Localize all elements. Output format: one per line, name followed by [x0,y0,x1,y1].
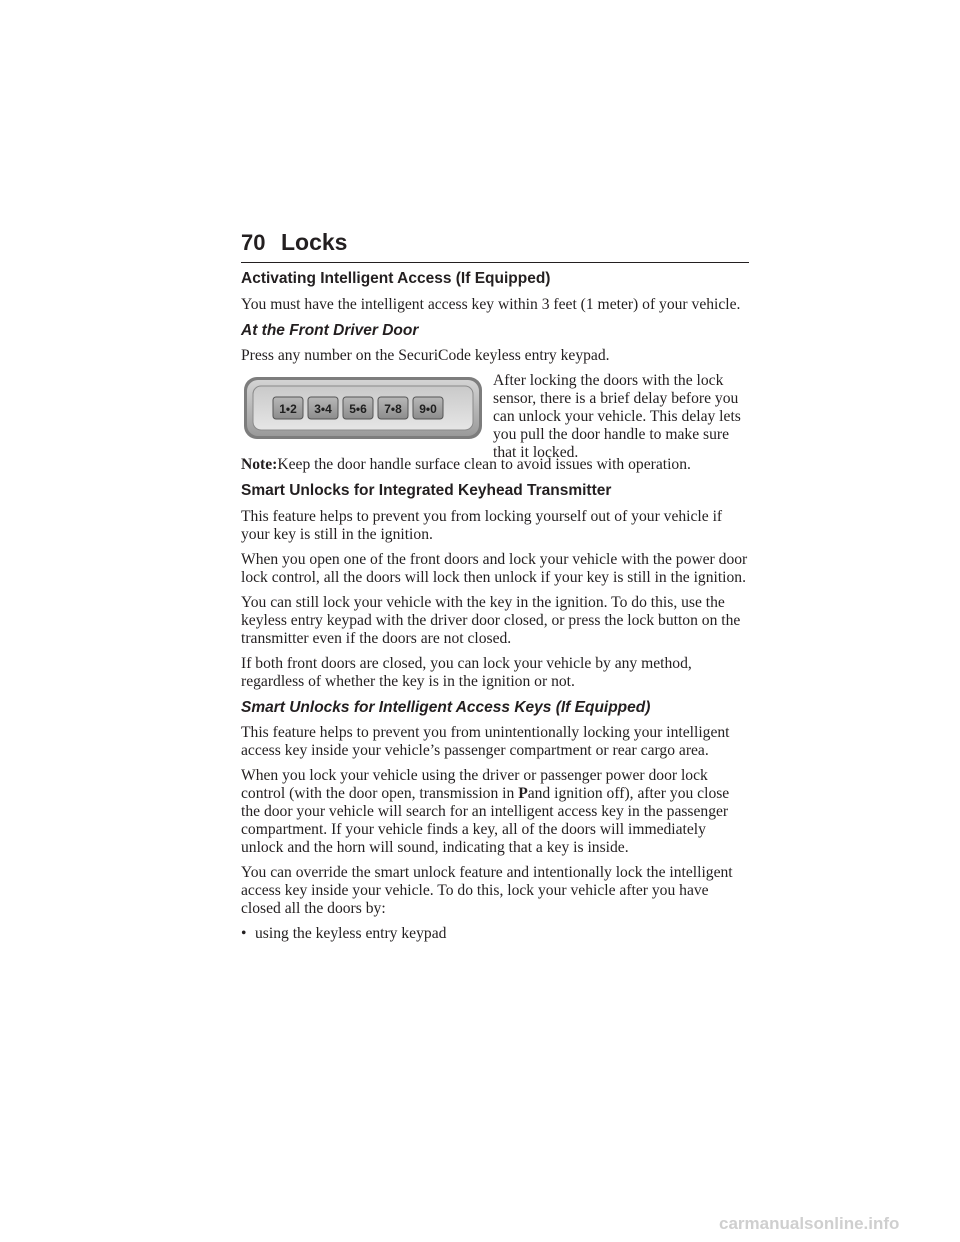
paragraph-keyhead-4: If both front doors are closed, you can lock your vehicle by any method, regardless of whether the key is in the ignition or not. [241,655,692,690]
heading-smart-unlocks-intelligent-access: Smart Unlocks for Intelligent Access Keys (If Equipped) [241,699,651,716]
page-title: Locks [281,229,348,255]
note-label: Note: [241,456,278,473]
note-text: Keep the door handle surface clean to avoid issues with operation. [277,456,691,473]
list-item-text: using the keyless entry keypad [255,925,447,942]
keypad-figure-row [241,372,751,461]
page-content [241,269,751,943]
list-item [241,925,751,943]
heading-activating-intelligent-access: Activating Intelligent Access (If Equipped) [241,270,551,287]
watermark: carmanualsonline.info [719,1214,900,1233]
heading-front-driver-door: At the Front Driver Door [241,322,419,339]
paragraph-keyhead-2: When you open one of the front doors and lock your vehicle with the power door lock control, all the doors will lock then unlock if your key is still in the ignition. [241,551,748,586]
keypad-illustration [243,376,483,440]
paragraph-ia-3: You can override the smart unlock feature and intentionally lock the intelligent access key inside your vehicle. To do this, lock your vehicle after you have closed all the doors by: [241,864,733,917]
paragraph-press-keypad: Press any number on the SecuriCode keyless entry keypad. [241,347,610,364]
paragraph-ia-2 [241,767,751,857]
heading-smart-unlocks-keyhead: Smart Unlocks for Integrated Keyhead Transmitter [241,482,612,499]
keypad-key-label: 5•6 [349,402,367,416]
paragraph-ia-2-start: When you lock your vehicle using the driver or passenger power door lock control (with the door open, transmission in [241,767,708,802]
page-header [241,228,749,263]
keypad-key-label: 3•4 [314,402,332,416]
paragraph-ia-1: This feature helps to prevent you from unintentionally locking your intelligent access key inside your vehicle’s passenger compartment or rear cargo area. [241,724,730,759]
keypad-key-label: 1•2 [279,402,297,416]
bullet-icon: • [241,925,247,942]
paragraph-keyhead-3: You can still lock your vehicle with the key in the ignition. To do this, use the keyless entry keypad with the driver door closed, or press the lock button on the transmitter even if the doors are not closed. [241,594,741,647]
keypad-key-label: 7•8 [384,402,402,416]
paragraph-lock-sensor-delay: After locking the doors with the lock sensor, there is a brief delay before you can unlock your vehicle. This delay lets you pull the door handle to make sure that it locked. [493,372,741,461]
paragraph-keyhead-1: This feature helps to prevent you from locking yourself out of your vehicle if your key is still in the ignition. [241,508,723,543]
keypad-key-label: 9•0 [419,402,437,416]
park-gear-label: P [518,785,528,802]
paragraph-ia-2-end: and ignition off), after you close the door your vehicle will search for an intelligent access key in the passenger compartment. If your vehicle finds a key, all of the doors will immediately unlock and the horn will sound, indicating that a key is inside. [241,785,730,856]
page-number: 70 [241,230,266,255]
paragraph-key-range: You must have the intelligent access key within 3 feet (1 meter) of your vehicle. [241,296,741,313]
